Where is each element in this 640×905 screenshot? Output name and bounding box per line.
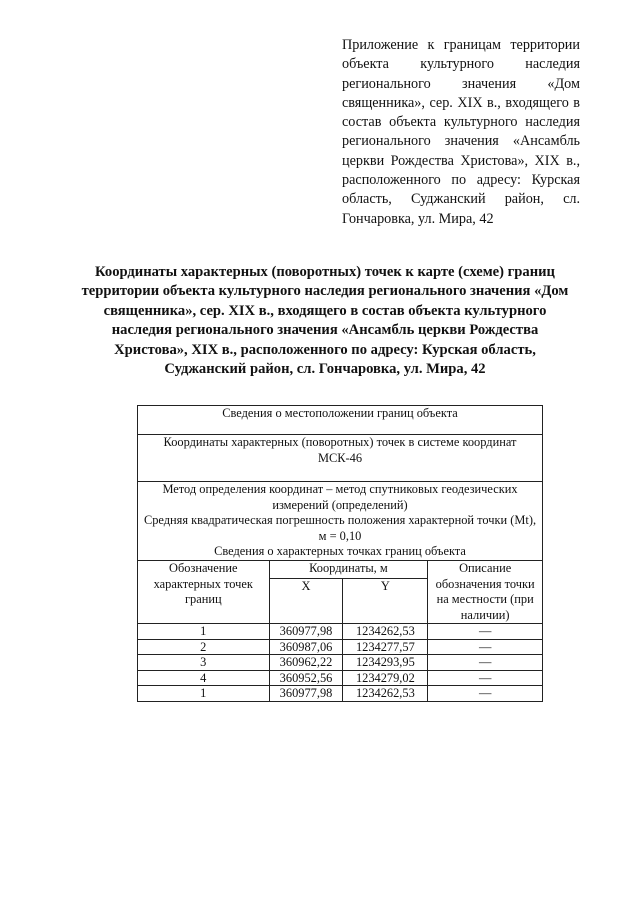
method-cell — [138, 482, 543, 561]
y-header: Y — [343, 579, 428, 624]
point-cell: 1 — [138, 686, 270, 702]
point-cell: 2 — [138, 639, 270, 655]
table-row — [138, 655, 543, 671]
x-cell: 360962,22 — [269, 655, 343, 671]
y-cell: 1234279,02 — [343, 670, 428, 686]
coordinates-table — [137, 405, 543, 702]
x-cell: 360987,06 — [269, 639, 343, 655]
description-cell: — — [428, 670, 543, 686]
x-cell: 360977,98 — [269, 624, 343, 640]
table-section-row — [138, 482, 543, 561]
description-cell: — — [428, 639, 543, 655]
description-cell: — — [428, 686, 543, 702]
y-cell: 1234262,53 — [343, 686, 428, 702]
description-cell: — — [428, 655, 543, 671]
coord-system-cell: Координаты характерных (поворотных) точек в системе координат МСК-46 — [138, 435, 543, 482]
table-row — [138, 670, 543, 686]
point-cell: 1 — [138, 624, 270, 640]
document-title: Координаты характерных (поворотных) точек к карте (схеме) границ территории объекта культурного наследия регионального значения «Дом священника», сер. XIX в., входящего в состав объекта культурного наследия регионального значения «Ансамбль церкви Рождества Христова», XIX в., расположенного по адресу: Курская область, Суджанский район, сл. Гончаровка, ул. Мира, 42 — [81, 264, 569, 378]
point-cell: 4 — [138, 670, 270, 686]
x-cell: 360977,98 — [269, 686, 343, 702]
coordinates-header: Координаты, м — [269, 560, 428, 578]
table-header-row — [138, 560, 543, 578]
accuracy-text: Средняя квадратическая погрешность положения характерной точки (Mt), м = 0,10 — [143, 513, 537, 543]
table-row — [138, 686, 543, 702]
y-cell: 1234293,95 — [343, 655, 428, 671]
y-cell: 1234277,57 — [343, 639, 428, 655]
x-header: X — [269, 579, 343, 624]
point-cell: 3 — [138, 655, 270, 671]
table-row — [138, 624, 543, 640]
table-section-row — [138, 406, 543, 435]
description-header: Описание обозначения точки на местности (при наличии) — [428, 560, 543, 623]
method-text: Метод определения координат – метод спутниковых геодезических измерений (определений) — [162, 482, 518, 512]
appendix-note: Приложение к границам территории объекта культурного наследия регионального значения «Дом священника», сер. XIX в., входящего в состав объекта культурного наследия регионального значения «Ансамбль церкви Рождества Христова», XIX в., расположенного по адресу: Курская область, Суджанский район, сл. Гончаровка, ул. Мира, 42 — [342, 37, 580, 227]
designation-header: Обозначение характерных точек границ — [138, 560, 270, 623]
y-cell: 1234262,53 — [343, 624, 428, 640]
table-row — [138, 639, 543, 655]
table-section-row — [138, 435, 543, 482]
description-cell: — — [428, 624, 543, 640]
points-header-text: Сведения о характерных точках границ объекта — [214, 544, 466, 559]
location-header-cell: Сведения о местоположении границ объекта — [138, 406, 543, 435]
x-cell: 360952,56 — [269, 670, 343, 686]
